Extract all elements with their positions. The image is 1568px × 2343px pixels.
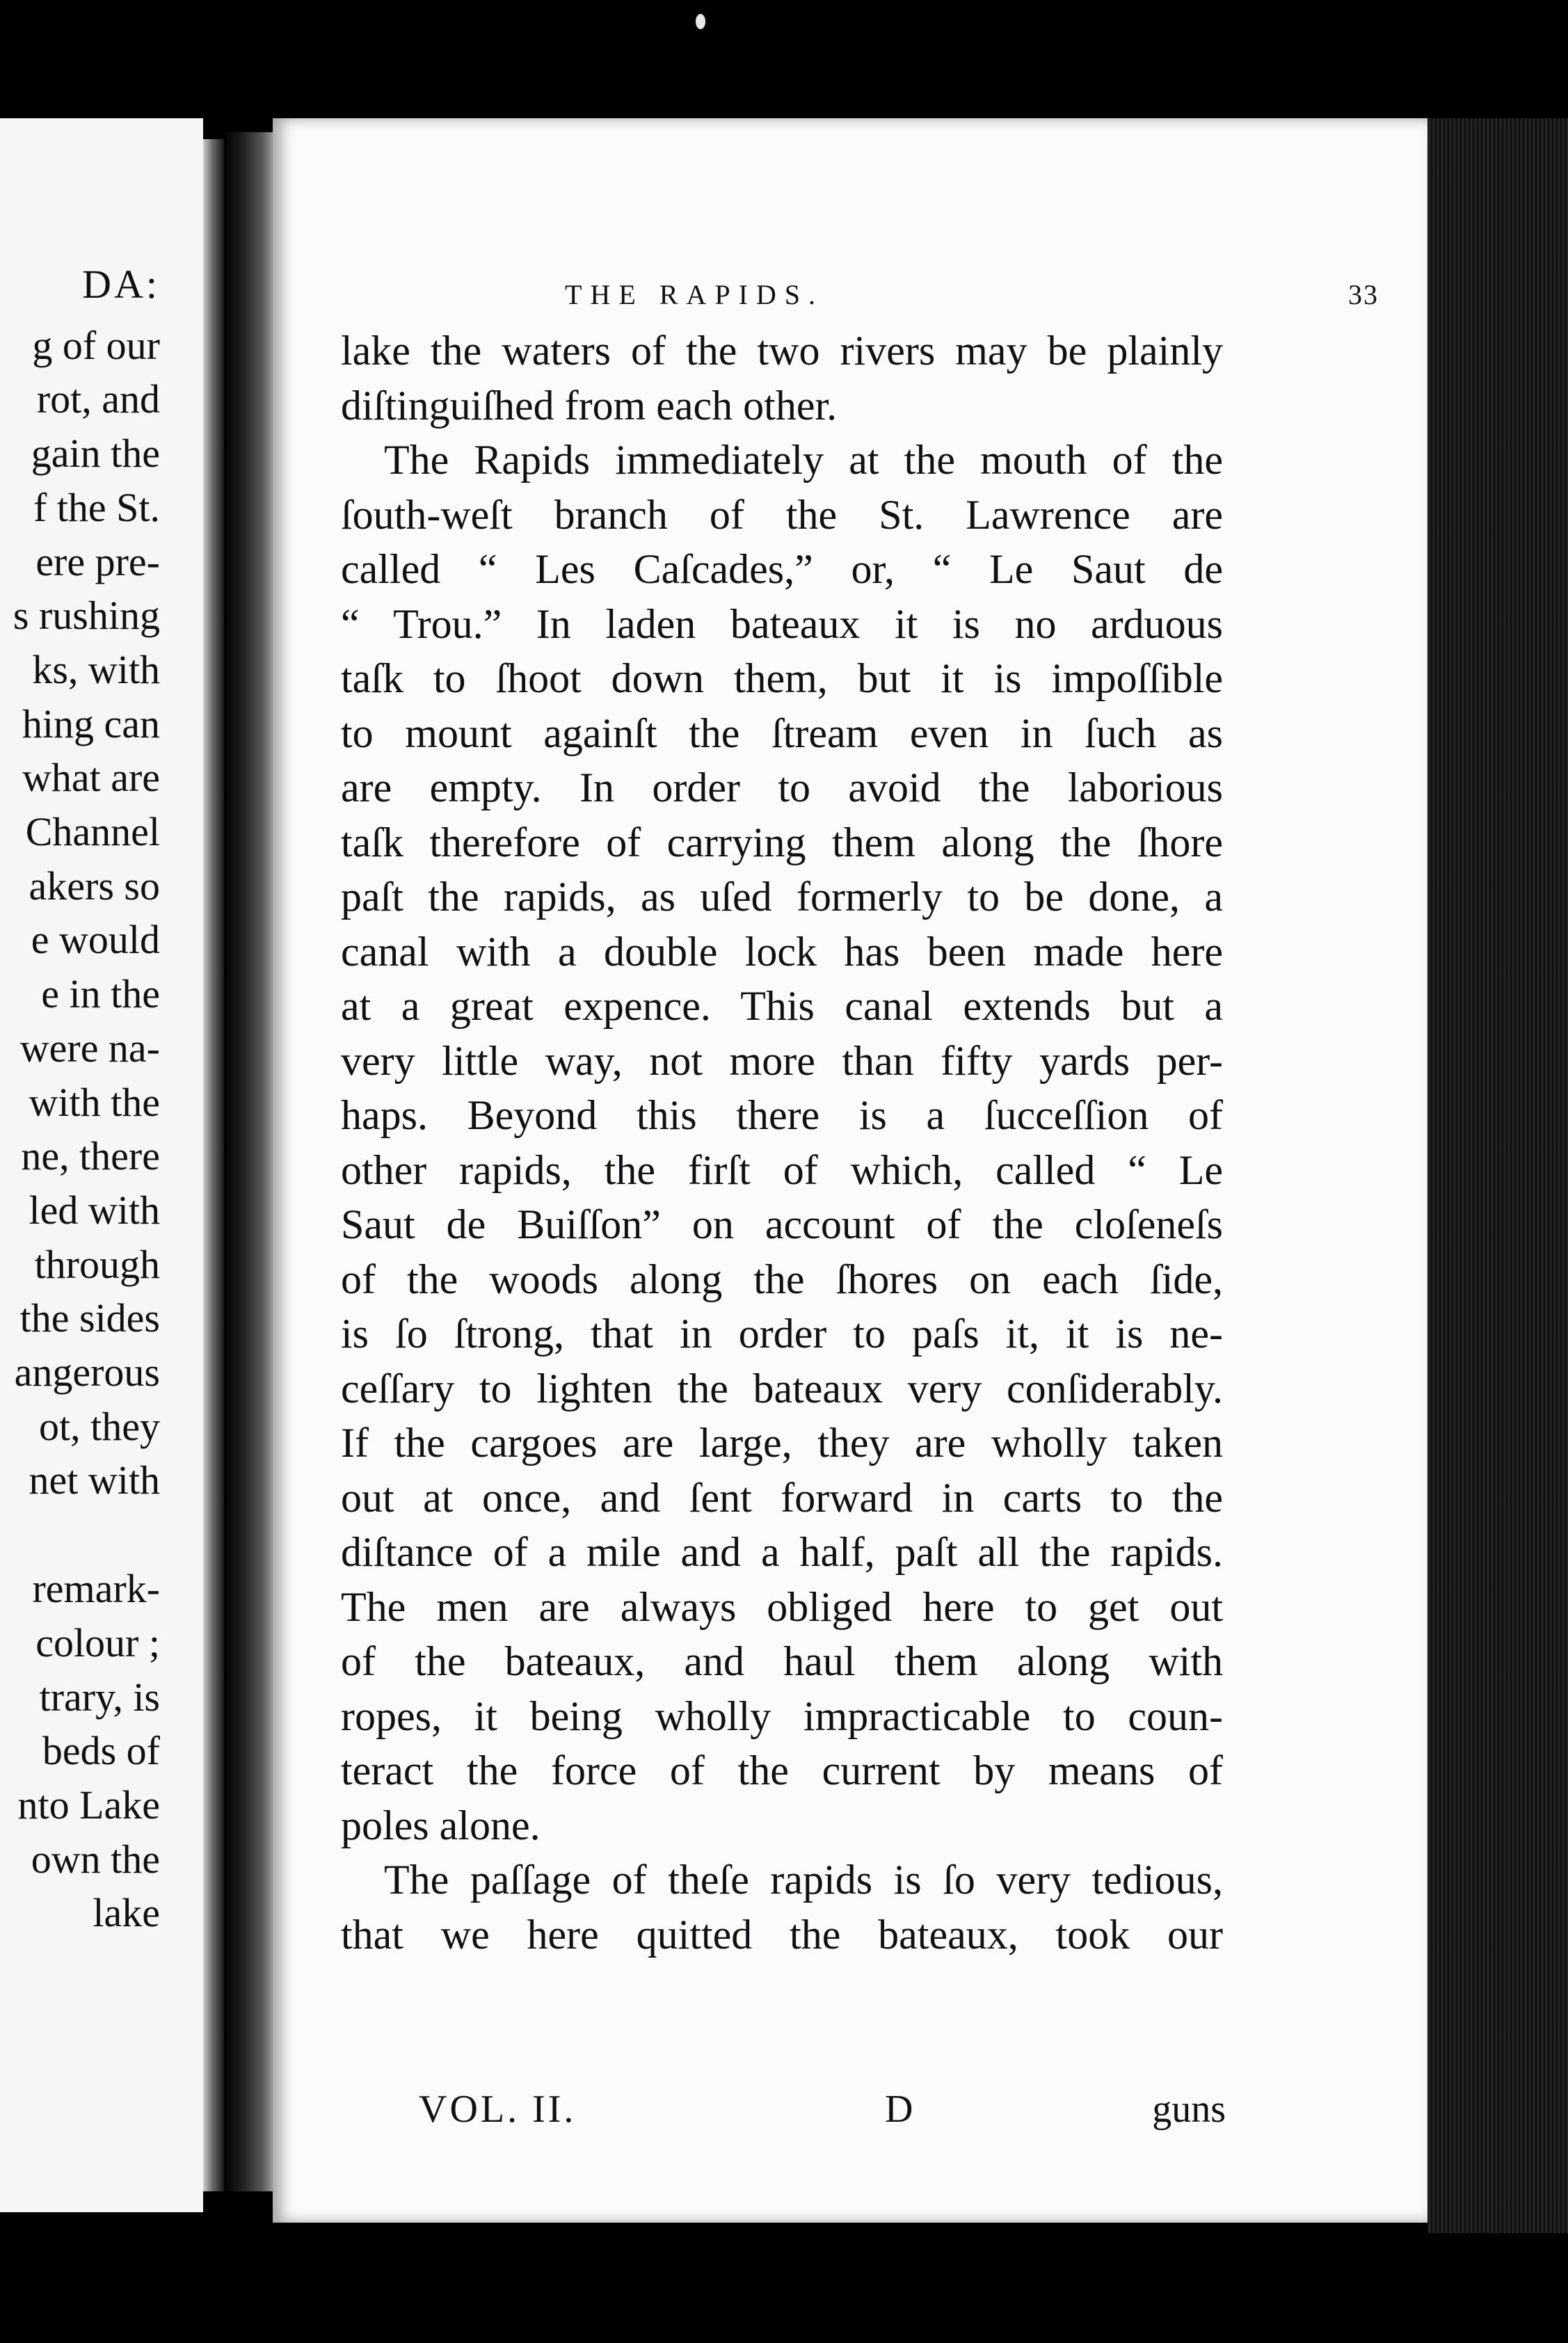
text-line: teract the force of the current by means of xyxy=(341,1748,1223,1793)
previous-line: ks, with xyxy=(32,646,160,692)
text-line: called “ Les Caſcades,” or, “ Le Saut de xyxy=(341,546,1223,592)
text-line: out at once, and ſent forward in carts to the xyxy=(341,1474,1223,1521)
page-stack-edge xyxy=(1427,118,1568,2233)
running-head xyxy=(273,278,1427,327)
previous-line: trary, is xyxy=(39,1674,160,1720)
page-footer xyxy=(419,2087,1226,2136)
dust-speck xyxy=(696,14,705,29)
text-line: of the bateaux, and haul them along with xyxy=(341,1638,1223,1684)
previous-line: s rushing xyxy=(13,593,160,639)
text-line: diſtinguiſhed from each other. xyxy=(341,382,838,429)
text-line: canal with a double lock has been made here xyxy=(341,928,1223,975)
text-line: The Rapids immediately at the mouth of the xyxy=(384,437,1223,483)
text-line: If the cargoes are large, they are wholly taken xyxy=(341,1420,1223,1466)
previous-line: hing can xyxy=(22,701,160,746)
text-line: haps. Beyond this there is a ſucceſſion of xyxy=(341,1092,1223,1138)
text-line: paſt the rapids, as uſed formerly to be done, a xyxy=(341,874,1223,920)
text-line: at a great expence. This canal extends but a xyxy=(341,983,1223,1029)
text-line: other rapids, the firſt of which, called “ Le xyxy=(341,1146,1223,1193)
previous-line: e in the xyxy=(41,971,160,1017)
previous-line: remark- xyxy=(32,1566,160,1612)
previous-line: angerous xyxy=(14,1350,160,1396)
text-line: diſtance of a mile and a half, paſt all the rapids. xyxy=(341,1529,1223,1575)
previous-line: e would xyxy=(31,917,160,963)
text-line: ceſſary to lighten the bateaux very conſiderably. xyxy=(341,1365,1223,1412)
text-line: that we here quitted the bateaux, took our xyxy=(341,1911,1223,1958)
page-body xyxy=(341,323,1223,1962)
signature-mark: D xyxy=(885,2088,913,2131)
text-line: The paſſage of theſe rapids is ſo very tedious, xyxy=(384,1857,1223,1903)
text-line: very little way, not more than fifty yards per- xyxy=(341,1037,1223,1084)
volume-label: VOL. II. xyxy=(419,2088,577,2131)
text-line: of the woods along the ſhores on each ſide, xyxy=(341,1256,1223,1302)
running-head-title: THE RAPIDS. xyxy=(565,279,824,310)
text-line: “ Trou.” In laden bateaux it is no arduous xyxy=(341,600,1223,647)
text-line: ſouth-weſt branch of the St. Lawrence are xyxy=(341,491,1223,538)
previous-line: through xyxy=(34,1241,160,1287)
previous-line: net with xyxy=(29,1457,160,1503)
catchword: guns xyxy=(1152,2088,1226,2131)
previous-page-gutter xyxy=(203,139,224,2191)
previous-line: the sides xyxy=(19,1295,160,1341)
previous-line: rot, and xyxy=(36,376,160,422)
previous-line: what are xyxy=(22,755,160,801)
page-number: 33 xyxy=(1348,279,1379,310)
text-line: to mount againſt the ſtream even in ſuch as xyxy=(341,710,1223,756)
previous-line: Channel xyxy=(25,809,160,855)
previous-line: lake xyxy=(93,1890,160,1936)
previous-page xyxy=(0,118,203,2212)
text-line: lake the waters of the two rivers may be plainly xyxy=(341,328,1223,374)
previous-page-text xyxy=(13,257,160,1940)
previous-line: ere pre- xyxy=(35,538,160,584)
text-line: The men are always obliged here to get out xyxy=(341,1583,1223,1630)
text-line: poles alone. xyxy=(341,1802,541,1848)
previous-line: led with xyxy=(29,1187,160,1233)
previous-line: own the xyxy=(31,1836,160,1882)
previous-line: were na- xyxy=(19,1025,160,1071)
previous-line: with the xyxy=(29,1079,160,1125)
text-line: Saut de Buiſſon” on account of the cloſeneſs xyxy=(341,1201,1223,1247)
text-line: ropes, it being wholly impracticable to coun- xyxy=(341,1693,1223,1739)
previous-line: ot, they xyxy=(39,1403,160,1449)
text-line: is ſo ſtrong, that in order to paſs it, it is ne- xyxy=(341,1311,1223,1357)
current-page xyxy=(273,118,1427,2223)
previous-line: g of our xyxy=(32,322,160,368)
text-line: taſk therefore of carrying them along the ſhore xyxy=(341,819,1223,865)
previous-line: gain the xyxy=(31,431,160,477)
previous-line: beds of xyxy=(42,1728,160,1774)
previous-line: f the St. xyxy=(33,484,160,530)
previous-line: colour ; xyxy=(35,1620,160,1665)
text-line: are empty. In order to avoid the laborious xyxy=(341,765,1223,810)
previous-running-head: DA: xyxy=(82,262,160,307)
book-binding-shadow xyxy=(224,132,273,2191)
previous-line: akers so xyxy=(29,863,160,909)
text-line: taſk to ſhoot down them, but it is impoſſible xyxy=(341,655,1223,701)
previous-line: nto Lake xyxy=(17,1782,160,1828)
previous-line: ne, there xyxy=(21,1133,160,1179)
